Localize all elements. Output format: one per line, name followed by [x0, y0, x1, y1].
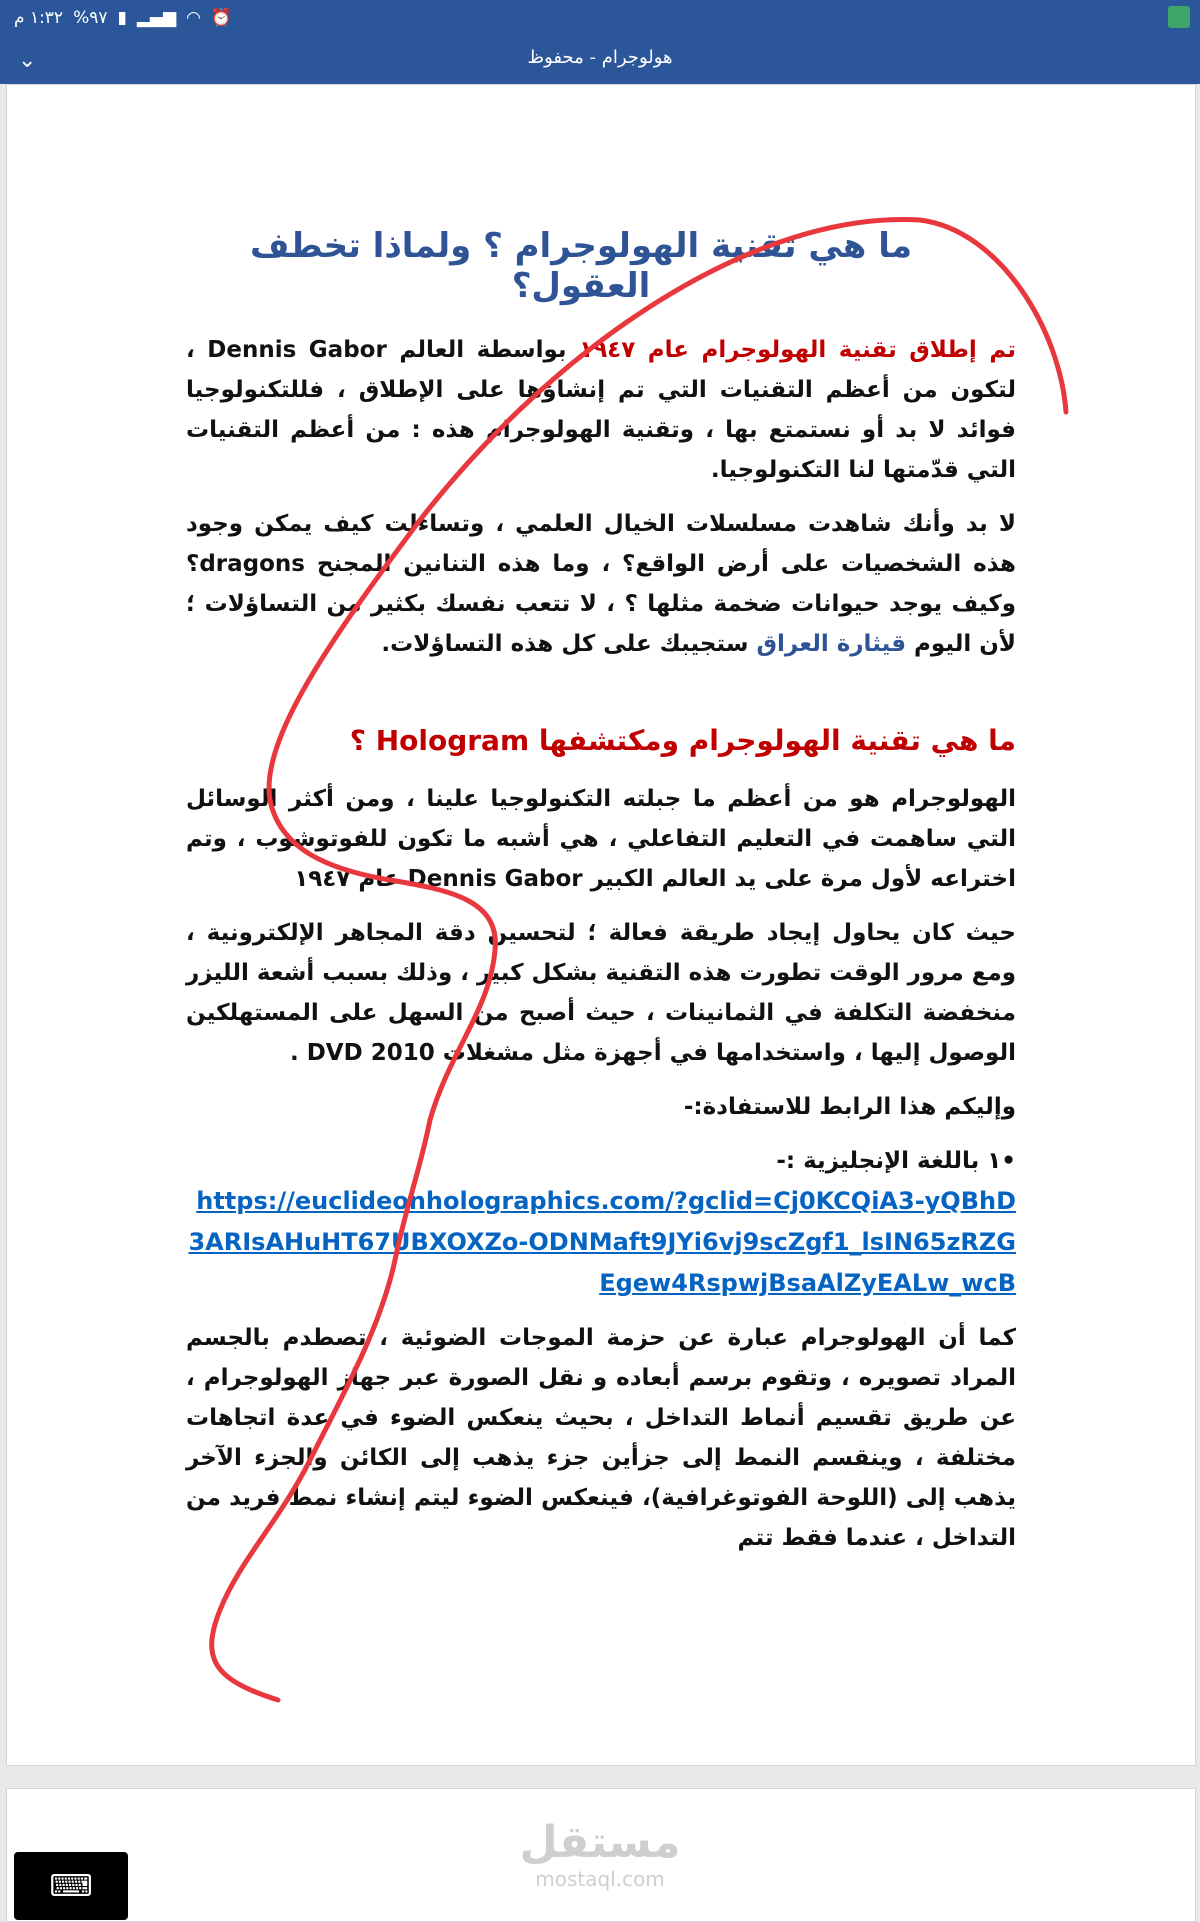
paragraph-5: وإليكم هذا الرابط للاستفادة:- [683, 1094, 1016, 1120]
watermark-latin: mostaql.com [535, 1867, 665, 1891]
wifi-icon: ◠ [186, 8, 201, 28]
paragraph-6: كما أن الهولوجرام عبارة عن حزمة الموجات الضوئية ، تصطدم بالجسم المراد تصويره ، وتقوم برسم أبعاده و نقل الصورة عبر جهاز الهولوجرام ، عن طريق تقسيم أنماط التداخل ، بحيث ينعكس الضوء في عدة اتجاهات مختلفة ، وينقسم النمط إلى جزأين جزء يذهب إلى الكائن والجزء الآخر يذهب إلى (اللوحة الفوتوغرافية)، فينعكس الضوء ليتم إنشاء نمط فريد من التداخل ، عندما فقط تتم [186, 1325, 1016, 1551]
watermark [500, 1818, 700, 1890]
battery-text: %٩٧ [73, 8, 108, 28]
list-item: •١ باللغة الإنجليزية :- [776, 1148, 1016, 1174]
keyboard-icon: ⌨ [49, 1868, 93, 1904]
paragraph-1 [186, 330, 1016, 490]
status-left [14, 8, 232, 28]
paragraph-2-highlight: قيثارة العراق [756, 631, 907, 657]
paragraph-1-highlight: تم إطلاق تقنية الهولوجرام عام ١٩٤٧ [579, 337, 1017, 363]
hyperlink[interactable]: https://euclideonholographics.com/?gclid=Cj0KCQiA3-yQBhD3ARIsAHuHT67UBXOXZo-ODNMaft9JYi6vj9scZgf1_lsIN65zRZGEgew4RspwjBsaAlZyEALw_wcB [188, 1187, 1016, 1297]
paragraph-4: حيث كان يحاول إيجاد طريقة فعالة ؛ لتحسين دقة المجاهر الإلكترونية ، ومع مرور الوقت تطورت هذه التقنية بشكل كبير ، وذلك بسبب أشعة الليزر منخفضة التكلفة في الثمانينات ، حيث أصبح من السهل على المستهلكين الوصول إليها ، واستخدامها في أجهزة مثل مشغلات DVD 2010 . [186, 920, 1016, 1066]
paragraph-3: الهولوجرام هو من أعظم ما جبلته التكنولوجيا علينا ، ومن أكثر الوسائل التي ساهمت في التعليم التفاعلي ، هي أشبه ما تكون للفوتوشوب ، وتم اختراعه لأول مرة على يد العالم الكبير Dennis Gabor عام ١٩٤٧ [186, 786, 1016, 892]
status-right [1168, 6, 1190, 33]
paragraph-2-tail: ستجيبك على كل هذه التساؤلات. [381, 631, 757, 657]
battery-icon: ▮ [117, 8, 127, 28]
app-notification-icon [1168, 6, 1190, 28]
keyboard-button[interactable] [14, 1852, 128, 1920]
chevron-down-icon[interactable]: ⌄ [18, 48, 37, 73]
status-bar [0, 0, 1200, 38]
paragraph-1-text: بواسطة العالم Dennis Gabor ، لتكون من أعظم التقنيات التي تم إنشاؤها على الإطلاق ، فللتكنولوجيا فوائد لا بد أو نستمتع بها ، وتقنية الهولوجرام هذه : من أعظم التقنيات التي قدّمتها لنا التكنولوجيا. [186, 337, 1016, 483]
heading-2: ما هي تقنية الهولوجرام ومكتشفها Hologram ؟ [349, 724, 1016, 757]
heading-1: ما هي تقنية الهولوجرام ؟ ولماذا تخطف العقول؟ [249, 226, 913, 306]
signal-icon: ▂▄▆ [136, 8, 177, 28]
document-content[interactable] [186, 140, 1016, 1572]
watermark-arabic: مستقل [519, 1817, 681, 1868]
title-bar [0, 38, 1200, 84]
time-text: ١:٣٢ م [14, 8, 64, 28]
document-title: هولوجرام - محفوظ [527, 47, 673, 68]
alarm-icon: ⏰ [210, 8, 233, 28]
paragraph-2-text: لا بد وأنك شاهدت مسلسلات الخيال العلمي ، وتساءلت كيف يمكن وجود هذه الشخصيات على أرض الواقع؟ ، وما هذه التنانين المجنح dragons؟ وكيف يوجد حيوانات ضخمة مثلها ؟ ، لا تتعب نفسك بكثير من التساؤلات ؛ لأن اليوم [186, 511, 1016, 657]
paragraph-2 [186, 504, 1016, 664]
